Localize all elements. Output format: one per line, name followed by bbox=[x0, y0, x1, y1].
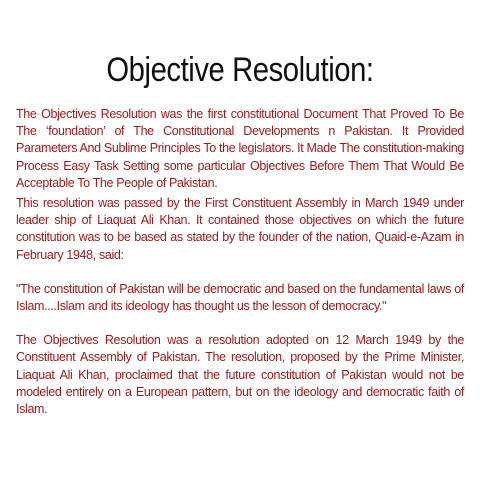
paragraph-resolution-passed: This resolution was passed by the First Constituent Assembly in March 1949 under leader ship of Liaquat Ali Khan. It contained those objectives on which the future constitution was to be based as stated by the founder of the nation, Quaid-e-Azam in February 1948, said: bbox=[16, 196, 464, 262]
slide-title: Objective Resolution: bbox=[106, 51, 374, 89]
paragraph-resolution-adopted: The Objectives Resolution was a resolution adopted on 12 March 1949 by the Constituent Assembly of Pakistan. The resolution, proposed by the Prime Minister, Liaquat Ali Khan, proclaimed that the future constitution of Pakistan would not be modeled entirely on a European pattern, but on the ideology and democratic faith of Islam. bbox=[16, 333, 464, 417]
paragraph-quote: "The constitution of Pakistan will be democratic and based on the fundamental laws of Islam....Islam and its ideology has thought us the lesson of democracy." bbox=[16, 281, 464, 314]
slide-body bbox=[16, 106, 464, 418]
paragraph-objectives-intro: The Objectives Resolution was the first constitutional Document That Proved To Be The ‘foundation’ of The Constitutional Developments n Pakistan. It Provided Parameters And Sublime Principles To the legislators. It Made The constitution-making Process Easy Task Setting some particular Objectives Before Them That Would Be Acceptable To The People of Pakistan. bbox=[16, 107, 464, 190]
